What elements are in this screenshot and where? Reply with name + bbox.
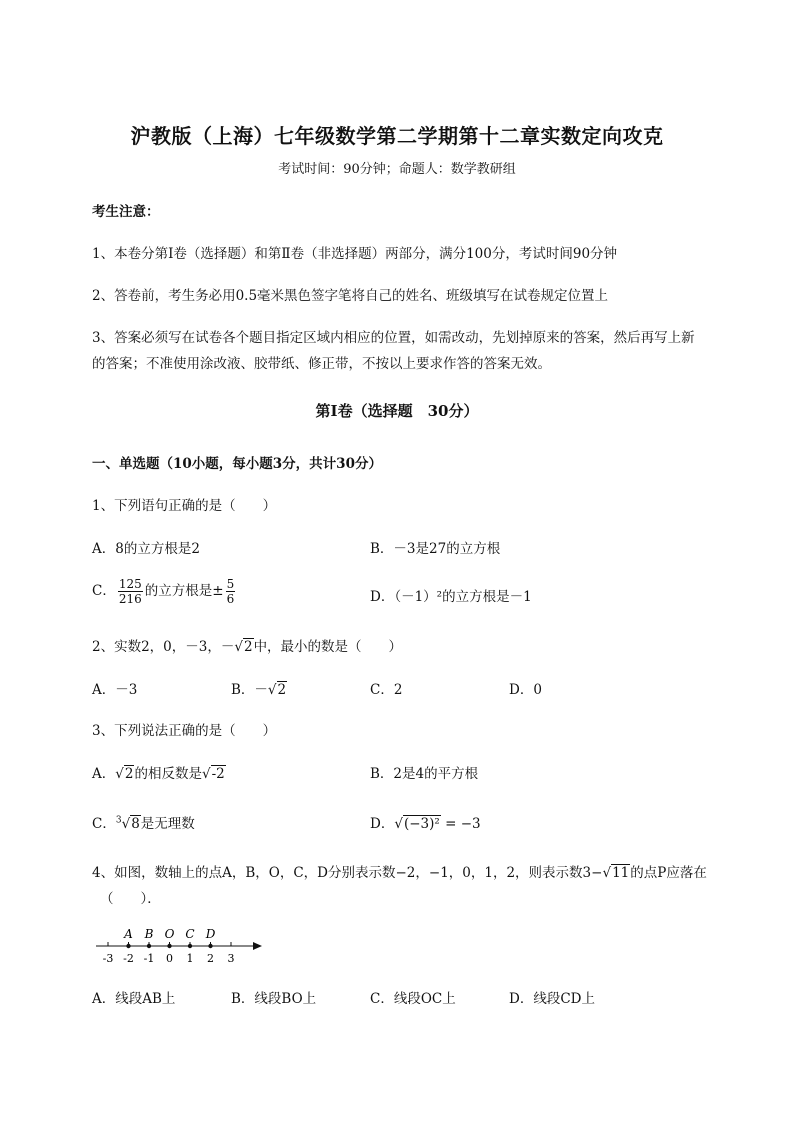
number-line-tick-label: -2 [123, 952, 134, 965]
cube-root-expression: √8 [121, 816, 140, 832]
question-2-option-d: D．0 [509, 682, 542, 698]
number-line-point-label: D [205, 927, 216, 941]
number-line-tick-label: 0 [166, 952, 173, 965]
number-line-point-label: A [124, 927, 133, 941]
number-line-arrow [253, 942, 262, 950]
question-1-option-d: D．（－1）²的立方根是－1 [370, 589, 532, 605]
number-line-figure [90, 922, 270, 972]
number-line-tick-label: -3 [102, 952, 114, 965]
number-line-tick-label: 2 [207, 952, 214, 965]
number-line-point [126, 944, 130, 948]
fraction: $\frac{125}{216}$ [118, 577, 142, 606]
number-line-point-label: O [164, 927, 175, 941]
notice-item-2: 2、答卷前，考生务必用0.5毫米黑色签字笔将自己的姓名、班级填写在试卷规定位置上 [92, 288, 609, 304]
question-1-stem: 1、下列语句正确的是（ ） [92, 498, 277, 514]
sqrt-expression: √-2 [201, 766, 225, 782]
fraction: $\frac{5}{6}$ [226, 577, 235, 606]
notice-item-3: 3、答案必须写在试卷各个题目指定区域内相应的位置，如需改动，先划掉原来的答案，然后再写上新 [92, 330, 695, 346]
question-4-option-c: C．线段OC上 [370, 991, 456, 1007]
question-3-option-d: D．√(−3)² = −3 [370, 816, 481, 832]
question-3-option-c: C．$^3$√8是无理数 [92, 815, 195, 832]
notice-item-1: 1、本卷分第I卷（选择题）和第Ⅱ卷（非选择题）两部分，满分100分，考试时间90分钟 [92, 246, 618, 262]
sqrt-expression: √2 [115, 766, 134, 782]
notice-heading: 考生注意： [92, 204, 160, 220]
question-2-option-c: C．2 [370, 682, 403, 698]
question-2-option-a: A．－3 [92, 682, 138, 698]
number-line-tick-label: -1 [143, 952, 155, 965]
number-line-tick-label: 3 [227, 952, 235, 965]
question-4-option-b: B．线段BO上 [231, 991, 317, 1007]
exam-info: 考试时间：90分钟；命题人：数学教研组 [278, 162, 516, 177]
page-title: 沪教版（上海）七年级数学第二学期第十二章实数定向攻克 [130, 124, 664, 148]
sqrt-expression: √11 [602, 865, 630, 881]
number-line-point [188, 944, 192, 948]
number-line-point-label: C [185, 927, 195, 941]
section-title: 第I卷（选择题 30分） [315, 402, 479, 420]
part-heading: 一、单选题（10小题，每小题3分，共计30分） [92, 456, 382, 472]
number-line-point [167, 944, 171, 948]
sqrt-expression: √2 [267, 682, 287, 698]
question-3-stem: 3、下列说法正确的是（ ） [92, 723, 277, 739]
question-1-option-c: C． $\frac{125}{216}$ 的立方根是± $\frac{5}{6}$ [92, 577, 235, 606]
question-2-stem: 2、实数2，0，－3，－√2中，最小的数是（ ） [92, 639, 403, 655]
question-3-option-b: B．2是4的平方根 [370, 766, 479, 782]
number-line-point [208, 944, 212, 948]
sqrt-expression: √(−3)² [394, 816, 440, 832]
question-4-option-a: A．线段AB上 [92, 991, 176, 1007]
question-2-option-b: B．－√2 [231, 682, 287, 698]
number-line-tick-label: 1 [186, 952, 194, 965]
question-4-stem: 4、如图，数轴上的点A，B，O，C，D分别表示数−2，−1，0，1，2，则表示数3−√11的点P应落在 [92, 865, 707, 881]
number-line-point-label: B [144, 927, 154, 941]
sqrt-expression: √2 [234, 639, 253, 655]
question-1-option-b: B．－3是27的立方根 [370, 541, 501, 557]
question-3-option-a: A．√2的相反数是√-2 [92, 766, 225, 782]
number-line-point [147, 944, 151, 948]
number-line-points [123, 927, 216, 948]
notice-item-3-cont: 的答案；不准使用涂改液、胶带纸、修正带，不按以上要求作答的答案无效。 [92, 356, 551, 372]
question-4-stem-cont: （ ）． [100, 891, 161, 907]
question-1-option-a: A．8的立方根是2 [92, 541, 200, 557]
question-4-option-d: D．线段CD上 [509, 991, 595, 1007]
